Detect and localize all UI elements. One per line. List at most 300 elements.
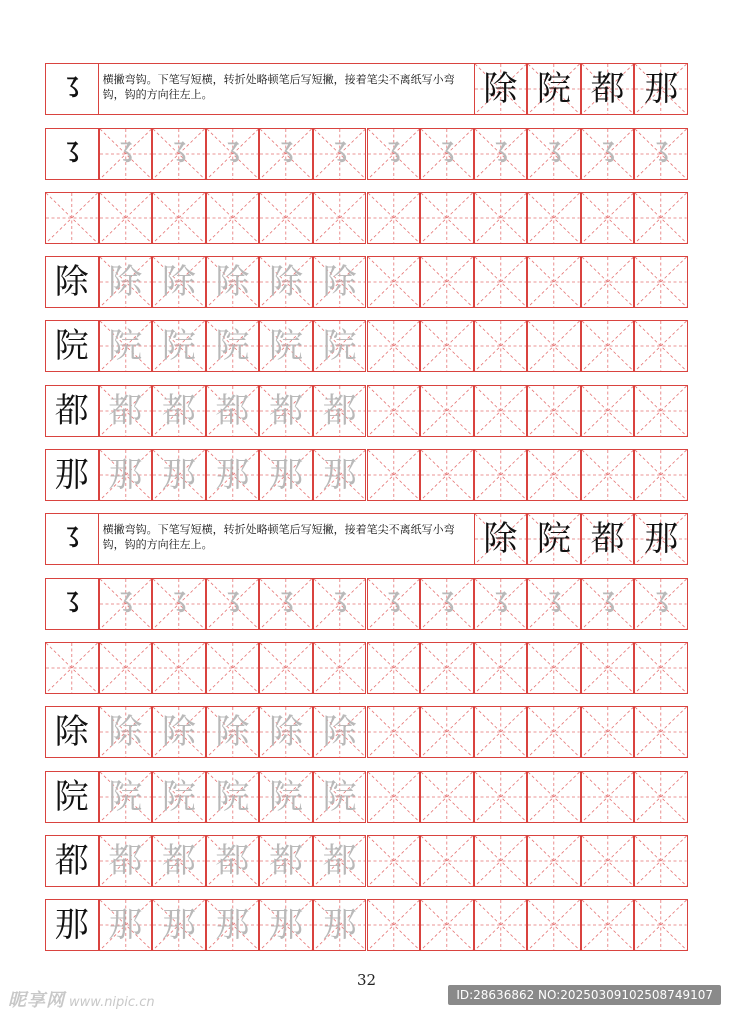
mi-grid-guide: [475, 193, 527, 243]
empty-practice-cell[interactable]: [527, 771, 581, 823]
example-character: 院: [536, 69, 571, 109]
mi-grid-guide: [528, 321, 580, 371]
mi-grid-guide: [153, 193, 205, 243]
trace-character: ㇌: [273, 589, 300, 619]
page-number: 32: [356, 971, 377, 989]
character-trace-cell[interactable]: [99, 899, 153, 951]
character-trace-cell[interactable]: [206, 256, 260, 308]
model-character: ㇌: [58, 524, 85, 554]
stroke-trace-cell[interactable]: [367, 128, 421, 180]
mi-grid-guide: [46, 643, 98, 693]
empty-practice-cell[interactable]: [581, 449, 635, 501]
empty-practice-cell[interactable]: [259, 642, 313, 694]
empty-practice-cell[interactable]: [206, 642, 260, 694]
stroke-trace-cell[interactable]: [313, 128, 367, 180]
empty-practice-cell[interactable]: [581, 706, 635, 758]
trace-character: 那: [108, 905, 143, 945]
stroke-trace-cell[interactable]: [206, 578, 260, 630]
trace-character: 院: [269, 777, 304, 817]
mi-grid-guide: [368, 836, 420, 886]
mi-grid-guide: [475, 321, 527, 371]
mi-grid-guide: [582, 772, 634, 822]
stroke-trace-cell[interactable]: [152, 128, 206, 180]
empty-practice-cell[interactable]: [527, 449, 581, 501]
trace-character: 都: [108, 841, 143, 881]
empty-practice-cell[interactable]: [634, 385, 688, 437]
stroke-model-cell[interactable]: [45, 578, 99, 630]
example-char-cell: [634, 513, 688, 565]
mi-grid-guide: [528, 707, 580, 757]
trace-character: 除: [215, 262, 250, 302]
empty-practice-cell[interactable]: [367, 192, 421, 244]
stroke-trace-cell[interactable]: [634, 128, 688, 180]
empty-practice-cell[interactable]: [581, 642, 635, 694]
empty-practice-cell[interactable]: [527, 385, 581, 437]
mi-grid-guide: [635, 707, 687, 757]
character-trace-cell[interactable]: [313, 256, 367, 308]
trace-character: 都: [269, 391, 304, 431]
character-trace-cell[interactable]: [259, 835, 313, 887]
character-trace-cell[interactable]: [99, 449, 153, 501]
trace-character: 那: [108, 455, 143, 495]
mi-grid-guide: [421, 257, 473, 307]
stroke-trace-cell[interactable]: [99, 578, 153, 630]
mi-grid-guide: [421, 900, 473, 950]
empty-practice-cell[interactable]: [367, 706, 421, 758]
blank-practice-row: [45, 192, 688, 244]
character-trace-cell[interactable]: [313, 385, 367, 437]
mi-grid-guide: [635, 643, 687, 693]
trace-character: ㇌: [648, 139, 675, 169]
empty-practice-cell[interactable]: [474, 192, 528, 244]
empty-practice-cell[interactable]: [420, 256, 474, 308]
mi-grid-guide: [421, 193, 473, 243]
mi-grid-guide: [582, 386, 634, 436]
mi-grid-guide: [475, 257, 527, 307]
trace-character: 除: [161, 262, 196, 302]
empty-practice-cell[interactable]: [527, 835, 581, 887]
trace-character: 都: [108, 391, 143, 431]
model-character: 院: [54, 777, 89, 817]
empty-practice-cell[interactable]: [527, 192, 581, 244]
stroke-model-cell[interactable]: [45, 128, 99, 180]
example-character: 院: [536, 519, 571, 559]
watermark-site: [8, 986, 155, 1012]
empty-practice-cell[interactable]: [420, 385, 474, 437]
stroke-practice-row: [45, 578, 688, 630]
mi-grid-guide: [421, 386, 473, 436]
empty-practice-cell[interactable]: [367, 385, 421, 437]
stroke-trace-cell[interactable]: [206, 128, 260, 180]
character-trace-cell[interactable]: [259, 256, 313, 308]
trace-character: 除: [322, 712, 357, 752]
character-trace-cell[interactable]: [313, 706, 367, 758]
character-trace-cell[interactable]: [152, 771, 206, 823]
empty-practice-cell[interactable]: [581, 256, 635, 308]
trace-character: 那: [215, 455, 250, 495]
mi-grid-guide: [635, 836, 687, 886]
mi-grid-guide: [368, 193, 420, 243]
empty-practice-cell[interactable]: [527, 256, 581, 308]
trace-character: 院: [161, 326, 196, 366]
empty-practice-cell[interactable]: [152, 192, 206, 244]
trace-character: 都: [322, 841, 357, 881]
trace-character: 都: [215, 841, 250, 881]
empty-practice-cell[interactable]: [474, 385, 528, 437]
trace-character: 除: [269, 262, 304, 302]
trace-character: 那: [161, 455, 196, 495]
example-character: 都: [590, 519, 625, 559]
empty-practice-cell[interactable]: [420, 320, 474, 372]
trace-character: 院: [108, 777, 143, 817]
example-character: 除: [483, 69, 518, 109]
character-trace-cell[interactable]: [259, 449, 313, 501]
mi-grid-guide: [635, 772, 687, 822]
mi-grid-guide: [475, 386, 527, 436]
empty-practice-cell[interactable]: [420, 706, 474, 758]
trace-character: 除: [322, 262, 357, 302]
empty-practice-cell[interactable]: [581, 192, 635, 244]
mi-grid-guide: [421, 643, 473, 693]
empty-practice-cell[interactable]: [634, 835, 688, 887]
blank-practice-row: [45, 642, 688, 694]
empty-practice-cell[interactable]: [367, 899, 421, 951]
trace-character: ㇌: [594, 589, 621, 619]
character-trace-cell[interactable]: [99, 771, 153, 823]
mi-grid-guide: [635, 386, 687, 436]
stroke-trace-cell[interactable]: [259, 128, 313, 180]
mi-grid-guide: [207, 643, 259, 693]
model-character: 除: [54, 262, 89, 302]
example-char-cell: [581, 513, 635, 565]
trace-character: ㇌: [541, 139, 568, 169]
character-trace-cell[interactable]: [313, 449, 367, 501]
mi-grid-guide: [46, 193, 98, 243]
empty-practice-cell[interactable]: [634, 320, 688, 372]
mi-grid-guide: [314, 193, 366, 243]
trace-character: ㇌: [165, 589, 192, 619]
mi-grid-guide: [421, 836, 473, 886]
empty-practice-cell[interactable]: [152, 642, 206, 694]
mi-grid-guide: [475, 900, 527, 950]
character-practice-row: [45, 899, 688, 951]
empty-practice-cell[interactable]: [420, 642, 474, 694]
trace-character: ㇌: [380, 589, 407, 619]
empty-practice-cell[interactable]: [45, 192, 99, 244]
empty-practice-cell[interactable]: [420, 899, 474, 951]
empty-practice-cell[interactable]: [367, 256, 421, 308]
empty-practice-cell[interactable]: [420, 771, 474, 823]
model-character: 那: [54, 905, 89, 945]
character-trace-cell[interactable]: [152, 449, 206, 501]
character-trace-cell[interactable]: [206, 385, 260, 437]
stroke-trace-cell[interactable]: [634, 578, 688, 630]
empty-practice-cell[interactable]: [474, 642, 528, 694]
trace-character: 除: [108, 262, 143, 302]
trace-character: ㇌: [380, 139, 407, 169]
mi-grid-guide: [582, 257, 634, 307]
trace-character: 那: [269, 905, 304, 945]
trace-character: ㇌: [165, 139, 192, 169]
character-trace-cell[interactable]: [313, 899, 367, 951]
mi-grid-guide: [475, 836, 527, 886]
mi-grid-guide: [475, 707, 527, 757]
empty-practice-cell[interactable]: [420, 449, 474, 501]
mi-grid-guide: [475, 772, 527, 822]
character-trace-cell[interactable]: [259, 320, 313, 372]
character-model-cell[interactable]: [45, 771, 99, 823]
character-practice-row: [45, 771, 688, 823]
trace-character: 院: [215, 326, 250, 366]
stroke-trace-cell[interactable]: [581, 128, 635, 180]
character-trace-cell[interactable]: [152, 320, 206, 372]
character-practice-row: [45, 256, 688, 308]
trace-character: ㇌: [219, 589, 246, 619]
mi-grid-guide: [368, 707, 420, 757]
model-character: 那: [54, 455, 89, 495]
trace-character: ㇌: [541, 589, 568, 619]
empty-practice-cell[interactable]: [367, 320, 421, 372]
mi-grid-guide: [635, 450, 687, 500]
empty-practice-cell[interactable]: [581, 385, 635, 437]
empty-practice-cell[interactable]: [527, 642, 581, 694]
mi-grid-guide: [421, 321, 473, 371]
stroke-trace-cell[interactable]: [367, 578, 421, 630]
model-character: 除: [54, 712, 89, 752]
character-practice-row: [45, 835, 688, 887]
trace-character: 那: [269, 455, 304, 495]
empty-practice-cell[interactable]: [474, 449, 528, 501]
empty-practice-cell[interactable]: [474, 899, 528, 951]
example-character: 那: [644, 69, 679, 109]
character-trace-cell[interactable]: [152, 899, 206, 951]
stroke-trace-cell[interactable]: [313, 578, 367, 630]
stroke-trace-cell[interactable]: [259, 578, 313, 630]
character-trace-cell[interactable]: [99, 835, 153, 887]
mi-grid-guide: [368, 450, 420, 500]
character-trace-cell[interactable]: [206, 320, 260, 372]
mi-grid-guide: [635, 900, 687, 950]
mi-grid-guide: [528, 836, 580, 886]
mi-grid-guide: [635, 257, 687, 307]
mi-grid-guide: [421, 450, 473, 500]
character-trace-cell[interactable]: [99, 706, 153, 758]
empty-practice-cell[interactable]: [259, 192, 313, 244]
trace-character: ㇌: [219, 139, 246, 169]
empty-practice-cell[interactable]: [527, 899, 581, 951]
empty-practice-cell[interactable]: [634, 771, 688, 823]
character-trace-cell[interactable]: [259, 771, 313, 823]
mi-grid-guide: [582, 643, 634, 693]
character-model-cell[interactable]: [45, 449, 99, 501]
mi-grid-guide: [528, 772, 580, 822]
mi-grid-guide: [582, 900, 634, 950]
mi-grid-guide: [528, 193, 580, 243]
empty-practice-cell[interactable]: [527, 320, 581, 372]
empty-practice-cell[interactable]: [474, 835, 528, 887]
empty-practice-cell[interactable]: [634, 706, 688, 758]
trace-character: 院: [215, 777, 250, 817]
character-trace-cell[interactable]: [99, 320, 153, 372]
stroke-trace-cell[interactable]: [527, 128, 581, 180]
empty-practice-cell[interactable]: [367, 771, 421, 823]
example-char-cell: [527, 513, 581, 565]
empty-practice-cell[interactable]: [581, 899, 635, 951]
trace-character: ㇌: [594, 139, 621, 169]
empty-practice-cell[interactable]: [367, 835, 421, 887]
example-char-cell: [474, 63, 528, 115]
empty-practice-cell[interactable]: [367, 449, 421, 501]
character-trace-cell[interactable]: [99, 256, 153, 308]
character-practice-row: [45, 320, 688, 372]
mi-grid-guide: [475, 643, 527, 693]
mi-grid-guide: [260, 643, 312, 693]
trace-character: 都: [322, 391, 357, 431]
stroke-trace-cell[interactable]: [527, 578, 581, 630]
mi-grid-guide: [582, 836, 634, 886]
empty-practice-cell[interactable]: [581, 771, 635, 823]
trace-character: 都: [161, 841, 196, 881]
stroke-trace-cell[interactable]: [152, 578, 206, 630]
character-trace-cell[interactable]: [259, 706, 313, 758]
empty-practice-cell[interactable]: [527, 706, 581, 758]
character-trace-cell[interactable]: [206, 899, 260, 951]
trace-character: 那: [161, 905, 196, 945]
model-character: 都: [54, 391, 89, 431]
character-trace-cell[interactable]: [259, 385, 313, 437]
trace-character: 院: [322, 326, 357, 366]
empty-practice-cell[interactable]: [367, 642, 421, 694]
stroke-trace-cell[interactable]: [474, 128, 528, 180]
character-trace-cell[interactable]: [152, 835, 206, 887]
character-model-cell[interactable]: [45, 385, 99, 437]
example-char-cell: [634, 63, 688, 115]
empty-practice-cell[interactable]: [581, 835, 635, 887]
empty-practice-cell[interactable]: [474, 320, 528, 372]
trace-character: ㇌: [433, 139, 460, 169]
character-trace-cell[interactable]: [313, 320, 367, 372]
character-trace-cell[interactable]: [206, 835, 260, 887]
stroke-trace-cell[interactable]: [420, 578, 474, 630]
mi-grid-guide: [100, 643, 152, 693]
empty-practice-cell[interactable]: [634, 192, 688, 244]
character-trace-cell[interactable]: [259, 899, 313, 951]
mi-grid-guide: [475, 450, 527, 500]
character-trace-cell[interactable]: [313, 771, 367, 823]
trace-character: 除: [108, 712, 143, 752]
empty-practice-cell[interactable]: [313, 642, 367, 694]
character-model-cell[interactable]: [45, 835, 99, 887]
character-model-cell[interactable]: [45, 320, 99, 372]
empty-practice-cell[interactable]: [634, 642, 688, 694]
character-trace-cell[interactable]: [206, 706, 260, 758]
character-trace-cell[interactable]: [152, 256, 206, 308]
empty-practice-cell[interactable]: [420, 192, 474, 244]
character-trace-cell[interactable]: [99, 385, 153, 437]
character-model-cell[interactable]: [45, 899, 99, 951]
empty-practice-cell[interactable]: [99, 192, 153, 244]
mi-grid-guide: [582, 193, 634, 243]
empty-practice-cell[interactable]: [206, 192, 260, 244]
character-trace-cell[interactable]: [152, 706, 206, 758]
stroke-model-cell[interactable]: [45, 63, 99, 115]
stroke-header-row: [45, 63, 688, 115]
stroke-trace-cell[interactable]: [99, 128, 153, 180]
empty-practice-cell[interactable]: [634, 256, 688, 308]
trace-character: 院: [322, 777, 357, 817]
stroke-model-cell[interactable]: [45, 513, 99, 565]
empty-practice-cell[interactable]: [474, 706, 528, 758]
example-character: 都: [590, 69, 625, 109]
trace-character: ㇌: [112, 589, 139, 619]
mi-grid-guide: [528, 450, 580, 500]
trace-character: 院: [269, 326, 304, 366]
empty-practice-cell[interactable]: [474, 771, 528, 823]
mi-grid-guide: [582, 707, 634, 757]
watermark-url: www.nipic.cn: [69, 995, 155, 1010]
character-trace-cell[interactable]: [206, 449, 260, 501]
mi-grid-guide: [314, 643, 366, 693]
mi-grid-guide: [582, 321, 634, 371]
mi-grid-guide: [153, 643, 205, 693]
empty-practice-cell[interactable]: [313, 192, 367, 244]
mi-grid-guide: [260, 193, 312, 243]
stroke-trace-cell[interactable]: [420, 128, 474, 180]
stroke-header-row: [45, 513, 688, 565]
character-trace-cell[interactable]: [313, 835, 367, 887]
empty-practice-cell[interactable]: [581, 320, 635, 372]
character-model-cell[interactable]: [45, 706, 99, 758]
trace-character: 都: [215, 391, 250, 431]
empty-practice-cell[interactable]: [45, 642, 99, 694]
mi-grid-guide: [368, 643, 420, 693]
stroke-trace-cell[interactable]: [581, 578, 635, 630]
trace-character: ㇌: [487, 139, 514, 169]
character-trace-cell[interactable]: [152, 385, 206, 437]
trace-character: 那: [322, 455, 357, 495]
empty-practice-cell[interactable]: [99, 642, 153, 694]
example-char-cell: [581, 63, 635, 115]
empty-practice-cell[interactable]: [474, 256, 528, 308]
model-character: 院: [54, 326, 89, 366]
trace-character: 都: [269, 841, 304, 881]
trace-character: ㇌: [273, 139, 300, 169]
trace-character: 那: [322, 905, 357, 945]
empty-practice-cell[interactable]: [634, 449, 688, 501]
mi-grid-guide: [582, 450, 634, 500]
watermark-site-name: 昵享网: [8, 990, 65, 1011]
trace-character: 除: [161, 712, 196, 752]
mi-grid-guide: [421, 772, 473, 822]
mi-grid-guide: [528, 386, 580, 436]
mi-grid-guide: [421, 707, 473, 757]
stroke-trace-cell[interactable]: [474, 578, 528, 630]
trace-character: ㇌: [648, 589, 675, 619]
character-practice-row: [45, 449, 688, 501]
stroke-description: 横撇弯钩。下笔写短横，转折处略顿笔后写短撇，接着笔尖不离纸写小弯钩，钩的方向往左上。: [99, 513, 474, 565]
model-character: ㇌: [58, 74, 85, 104]
mi-grid-guide: [368, 386, 420, 436]
mi-grid-guide: [368, 257, 420, 307]
mi-grid-guide: [368, 321, 420, 371]
trace-character: ㇌: [326, 589, 353, 619]
empty-practice-cell[interactable]: [634, 899, 688, 951]
character-model-cell[interactable]: [45, 256, 99, 308]
trace-character: ㇌: [112, 139, 139, 169]
character-trace-cell[interactable]: [206, 771, 260, 823]
mi-grid-guide: [368, 772, 420, 822]
empty-practice-cell[interactable]: [420, 835, 474, 887]
